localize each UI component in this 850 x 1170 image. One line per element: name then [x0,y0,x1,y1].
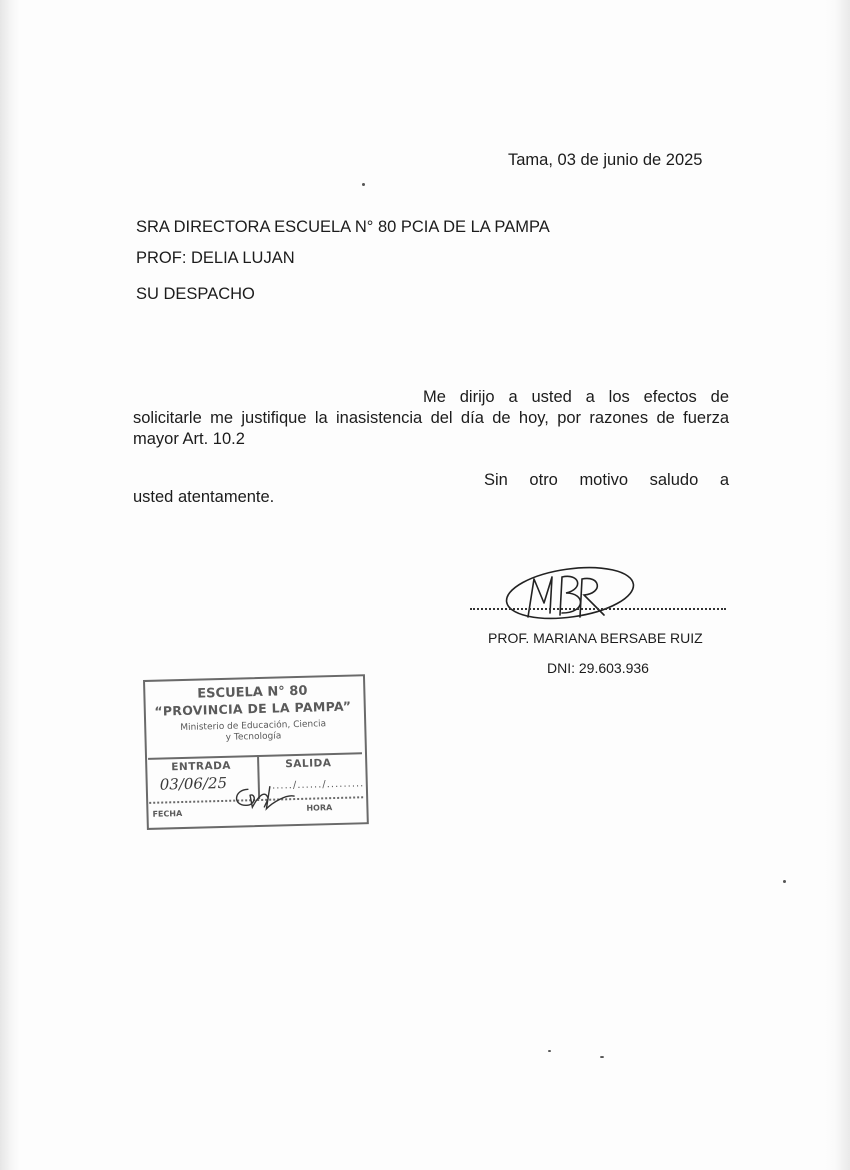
stamp-salida-blank: ....../....../......... [267,778,365,792]
scan-speck [783,880,786,883]
recipient-line-3: SU DESPACHO [136,285,255,303]
stamp-entrada-date: 03/06/25 [159,773,228,794]
handwritten-signature [500,555,640,630]
stamp-province: “PROVINCIA DE LA PAMPA” [154,698,352,719]
stamp-entrada-label: ENTRADA [171,759,232,774]
signer-name: PROF. MARIANA BERSABE RUIZ [488,630,703,646]
place-date: Tama, 03 de junio de 2025 [508,151,703,169]
scan-edge-left [0,0,20,1170]
stamp-handwritten-initial [226,784,297,812]
signature-line [470,598,726,610]
letter-body: Me dirijo a usted a los efectos de solicitarle me justifique la inasistencia del día de hoy, por razones de fuerza mayor Art. 10.2 [133,388,729,448]
closing-line-2: usted atentamente. [133,488,275,506]
stamp-fecha-label: FECHA [152,809,183,819]
recipient-line-2: PROF: DELIA LUJAN [136,249,295,267]
scan-speck [548,1050,551,1052]
stamp-hora-label: HORA [306,803,333,813]
stamp-salida-label: SALIDA [285,757,332,771]
school-reception-stamp [143,674,367,828]
signer-dni: DNI: 29.603.936 [547,660,649,676]
scan-edge-right [826,0,850,1170]
stamp-ministry-2: y Tecnología [225,731,282,743]
scan-speck [600,1056,604,1058]
closing-line-1: Sin otro motivo saludo a [484,471,729,489]
stamp-ministry: Ministerio de Educación, Ciencia [180,719,327,734]
recipient-line-1: SRA DIRECTORA ESCUELA N° 80 PCIA DE LA PAMPA [136,218,550,236]
scan-speck [362,183,365,186]
stamp-school-name: ESCUELA N° 80 [197,683,308,702]
